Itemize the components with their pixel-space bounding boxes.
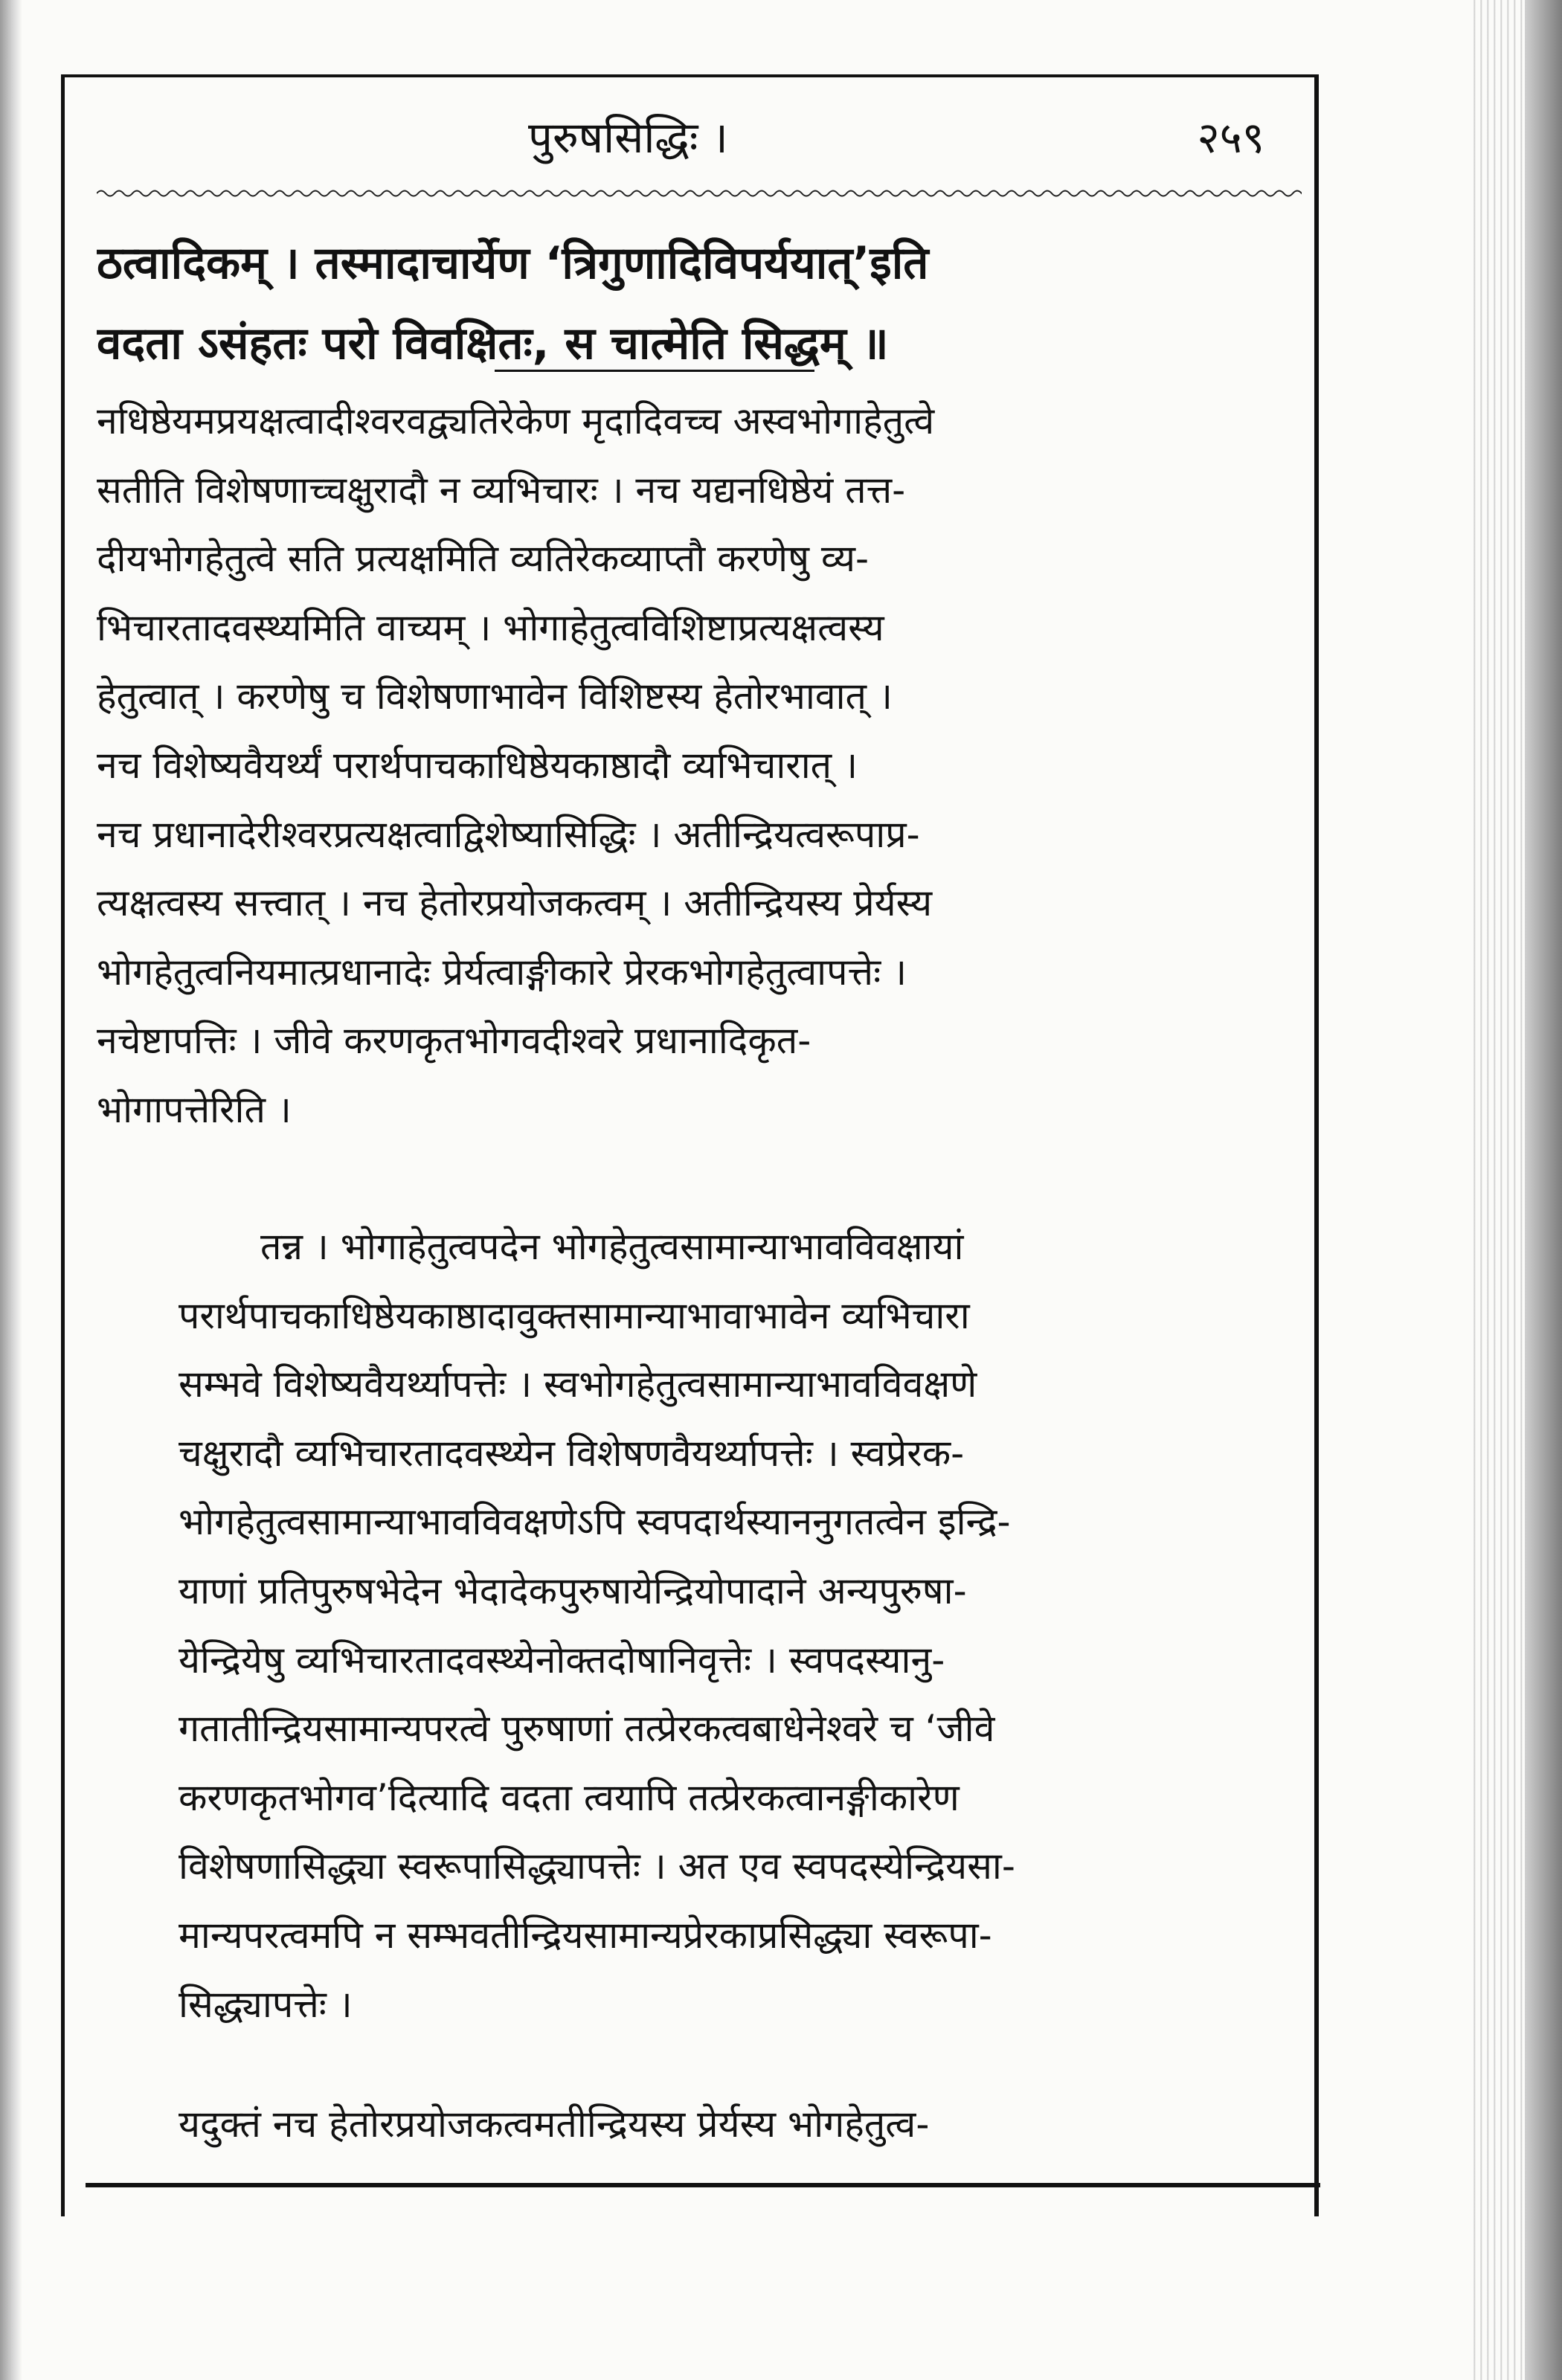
text-line: परार्थपाचकाधिष्ठेयकाष्ठादावुक्तसामान्याभावाभावेन व्यभिचारा: [179, 1293, 970, 1337]
text-line: सतीति विशेषणाच्चक्षुरादौ न व्यभिचारः । नच यद्यनधिष्ठेयं तत्त-: [97, 468, 906, 512]
text-line: याणां प्रतिपुरुषभेदेन भेदादेकपुरुषायेन्द्रियोपादाने अन्यपुरुषा-: [179, 1569, 967, 1612]
text-line: सम्भवे विशेष्यवैयर्थ्यापत्तेः । स्वभोगहेतुत्वसामान्याभावविवक्षणे: [179, 1363, 977, 1406]
top-rule: [61, 74, 1319, 77]
wavy-rule: [97, 186, 1302, 201]
paragraph-2: [97, 1212, 1298, 2039]
top-block: [97, 223, 1298, 384]
scan-left-margin: [0, 0, 22, 2380]
text-line: येन्द्रियेषु व्यभिचारतादवस्थ्येनोक्तदोषानिवृत्तेः । स्वपदस्यानु-: [179, 1638, 945, 1682]
text-line: नच विशेष्यवैयर्थ्यं परार्थपाचकाधिष्ठेयकाष्ठादौ व्यभिचारात् ।: [97, 743, 858, 787]
paragraph-1: [97, 387, 1298, 1145]
text-line: यदुक्तं नच हेतोरप्रयोजकत्वमतीन्द्रियस्य प्रेर्यस्य भोगहेतुत्व-: [179, 2103, 930, 2146]
top-block-line: वदता ऽसंहतः परो विवक्षितः, स चात्मेति सिद्धम् ॥: [97, 318, 889, 370]
text-line: नधिष्ठेयमप्रयक्षत्वादीश्वरवद्व्यतिरेकेण मृदादिवच्च अस्वभोगाहेतुत्वे: [97, 399, 935, 443]
text-line: हेतुत्वात् । करणेषु च विशेषणाभावेन विशिष्टस्य हेतोरभावात् ।: [97, 675, 893, 718]
text-line: मान्यपरत्वमपि न सम्भवतीन्द्रियसामान्यप्रेरकाप्रसिद्ध्या स्वरूपा-: [179, 1913, 992, 1957]
text-line: तन्न । भोगाहेतुत्वपदेन भोगहेतुत्वसामान्याभावविवक्षायां: [260, 1225, 964, 1268]
bottom-rule: [86, 2183, 1320, 2187]
text-line: नचेष्टापत्तिः । जीवे करणकृतभोगवदीश्वरे प्रधानादिकृत-: [97, 1019, 811, 1063]
page-number: २५९: [1197, 112, 1264, 163]
text-line: त्यक्षत्वस्य सत्त्वात् । नच हेतोरप्रयोजकत्वम् । अतीन्द्रियस्य प्रेर्यस्य: [97, 881, 933, 925]
text-line: नच प्रधानादेरीश्वरप्रत्यक्षत्वाद्विशेष्यासिद्धिः । अतीन्द्रियत्वरूपाप्र-: [97, 812, 920, 856]
text-line: विशेषणासिद्ध्या स्वरूपासिद्ध्यापत्तेः । अत एव स्वपदस्येन्द्रियसा-: [179, 1844, 1015, 1888]
text-line: गतातीन्द्रियसामान्यपरत्वे पुरुषाणां तत्प्रेरकत्वबाधेनेश्वरे च ‘जीवे: [179, 1707, 995, 1751]
section-divider: [495, 370, 814, 372]
text-line: भिचारतादवस्थ्यमिति वाच्यम् । भोगाहेतुत्वविशिष्टाप्रत्यक्षत्वस्य: [97, 605, 884, 649]
text-line: दीयभोगहेतुत्वे सति प्रत्यक्षमिति व्यतिरेकव्याप्तौ करणेषु व्य-: [97, 537, 870, 581]
text-line: भोगहेतुत्वसामान्याभावविवक्षणेऽपि स्वपदार्थस्याननुगतत्वेन इन्द्रि-: [179, 1500, 1011, 1544]
scan-right-edge: [1525, 0, 1562, 2380]
text-line: करणकृतभोगव’दित्यादि वदता त्वयापि तत्प्रेरकत्वानङ्गीकारेण: [179, 1775, 960, 1819]
text-line: भोगहेतुत्वनियमात्प्रधानादेः प्रेर्यत्वाङ्गीकारे प्रेरकभोगहेतुत्वापत्तेः ।: [97, 950, 907, 994]
text-line: भोगापत्तेरिति ।: [97, 1087, 292, 1131]
top-block-line: ठत्वादिकम् । तस्मादाचार्येण ‘त्रिगुणादिविपर्ययात्’इति: [97, 237, 929, 289]
text-line: सिद्ध्यापत्तेः ।: [179, 1982, 353, 2026]
running-title: पुरुषसिद्धिः ।: [528, 112, 728, 163]
paragraph-3: [97, 2090, 1298, 2159]
page-header: [97, 108, 1287, 175]
text-line: चक्षुरादौ व्यभिचारतादवस्थ्येन विशेषणवैयर्थ्यापत्तेः । स्वप्रेरक-: [179, 1431, 965, 1475]
